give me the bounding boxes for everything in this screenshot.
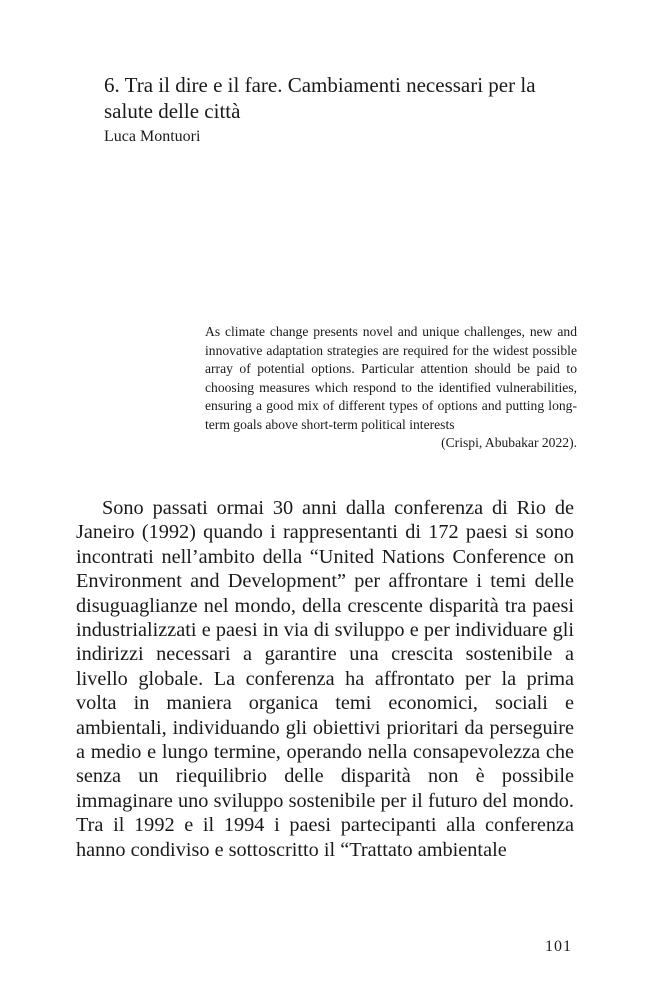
epigraph	[205, 323, 577, 453]
epigraph-citation: (Crispi, Abubakar 2022).	[441, 435, 577, 450]
page-number: 101	[545, 938, 572, 955]
chapter-title: 6. Tra il dire e il fare. Cambiamenti necessari per la salute delle città	[104, 73, 536, 123]
epigraph-text: As climate change presents novel and unique challenges, new and innovative adaptation strategies are required for the widest possible array of potential options. Particular attention should be paid to choosing measures which respond to the identified vulnerabilities, ensuring a good mix of different types of options and putting long-term goals above short-term political interests	[205, 324, 577, 432]
body-paragraph: Sono passati ormai 30 anni dalla conferenza di Rio de Janeiro (1992) quando i rappresentanti di 172 paesi si sono incontrati nell’ambito della “United Nations Conference on Environment and Development” per affrontare i temi delle disuguaglianze nel mondo, della crescente disparità tra paesi industrializzati e paesi in via di sviluppo e per individuare gli indirizzi necessari a garantire una crescita sostenibile a livello globale. La conferenza ha affrontato per la prima volta in maniera organica temi economici, sociali e ambientali, individuando gli obiettivi prioritari da perseguire a medio e lungo termine, operando nella consapevolezza che senza un riequilibrio delle disparità non è possibile immaginare uno sviluppo sostenibile per il futuro del mondo. Tra il 1992 e il 1994 i paesi partecipanti alla conferenza hanno condiviso e sottoscritto il “Trattato ambientale	[76, 497, 574, 861]
chapter-author: Luca Montuori	[104, 128, 201, 145]
